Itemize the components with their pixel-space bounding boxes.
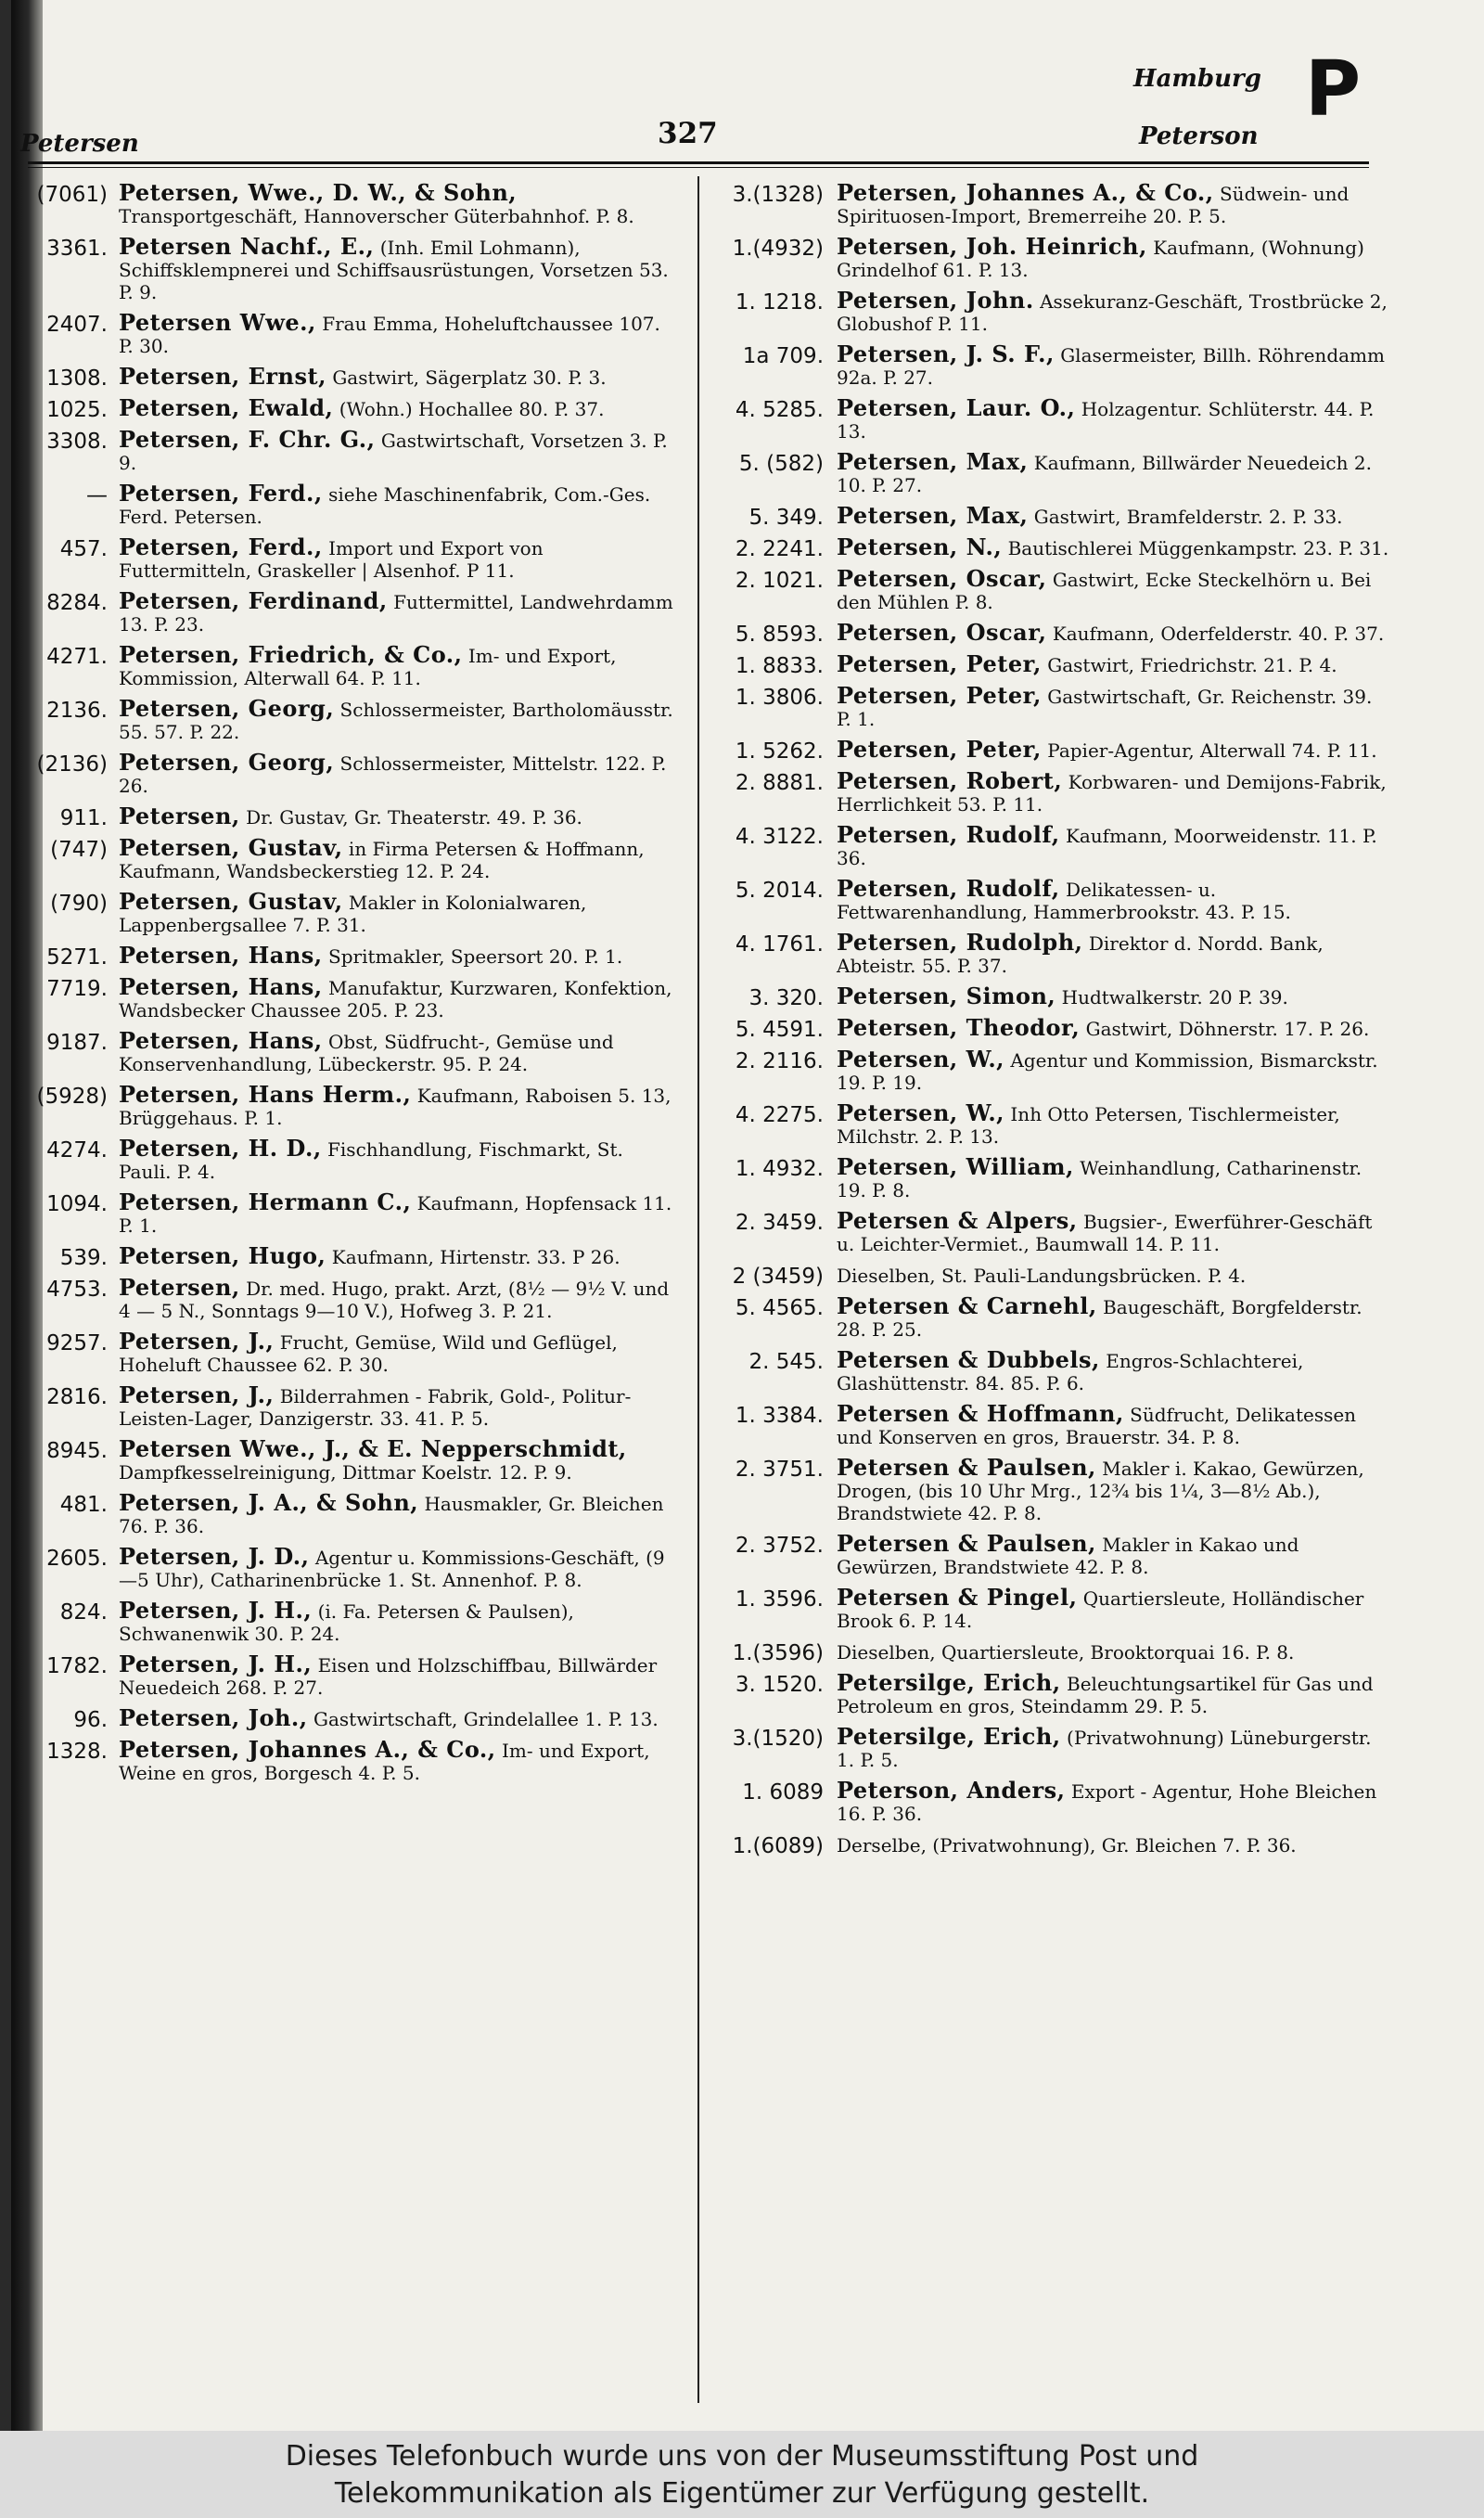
subscriber-details: Fischhandlung, Fischmarkt, St. Pauli. P. 4. (119, 1138, 623, 1183)
phone-number: 5. 2014. (735, 879, 824, 903)
subscriber-name: Petersen & Hoffmann, (837, 1400, 1124, 1427)
phone-number: 1782. (46, 1654, 108, 1678)
directory-entry (24, 587, 673, 636)
phone-number: 9257. (46, 1331, 108, 1355)
left-running-head: Petersen (20, 130, 139, 158)
phone-number: 2. 2241. (735, 537, 824, 561)
phone-number: 2. 1021. (735, 569, 824, 593)
directory-entry (705, 1669, 1391, 1717)
phone-number: 4. 2275. (735, 1103, 824, 1127)
subscriber-details: Kaufmann, (Wohnung) Grindelhof 61. P. 13. (837, 237, 1364, 281)
phone-number: 824. (59, 1600, 108, 1625)
footer-notice (0, 2431, 1484, 2518)
directory-entry (24, 482, 673, 528)
subscriber-details: Baugeschäft, Borgfelderstr. 28. P. 25. (837, 1296, 1362, 1341)
subscriber-details: Dr. Gustav, Gr. Theaterstr. 49. P. 36. (246, 806, 582, 829)
subscriber-details: Bilderrahmen - Fabrik, Gold-, Politur- Leisten-Lager, Danzigerstr. 33. 41. P. 5. (119, 1385, 632, 1430)
subscriber-details: Delikatessen- u. Fettwarenhandlung, Hammerbrookstr. 43. P. 15. (837, 879, 1291, 923)
subscriber-name: Petersen, Simon, (837, 983, 1056, 1009)
subscriber-details: Kaufmann, Raboisen 5. 13, Brüggehaus. P. 1. (119, 1085, 672, 1129)
subscriber-details: Gastwirtschaft, Vorsetzen 3. P. 9. (119, 430, 668, 474)
subscriber-details: Makler i. Kakao, Gewürzen, Drogen, (bis 10 Uhr Mrg., 12¾ bis 1¼, 3—8½ Ab.), Brandstwiete 42. P. 8. (837, 1458, 1364, 1524)
subscriber-name: Petersilge, Erich, (837, 1669, 1061, 1696)
subscriber-details: Bugsier-, Ewerführer-Geschäft u. Leichter-Vermiet., Baumwall 14. P. 11. (837, 1211, 1373, 1255)
subscriber-name: Petersen, Gustav, (119, 888, 343, 915)
directory-entry (705, 1048, 1391, 1094)
directory-entry (705, 1014, 1391, 1042)
subscriber-details: Transportgeschäft, Hannoverscher Güterbahnhof. P. 8. (119, 205, 634, 227)
directory-entry (24, 695, 673, 743)
directory-entry (24, 363, 673, 391)
subscriber-name: Petersen, Peter, (837, 650, 1042, 677)
subscriber-name: Petersen, Hans, (119, 1027, 323, 1054)
phone-number: 1. 1218. (735, 290, 824, 315)
phone-number: 8284. (46, 591, 108, 615)
subscriber-name: Petersen, W., (837, 1099, 1005, 1126)
subscriber-details: Gastwirtschaft, Grindelallee 1. P. 13. (313, 1708, 659, 1730)
phone-number: 539. (59, 1246, 108, 1270)
directory-entry (24, 834, 673, 882)
subscriber-name: Petersen, Rudolf, (837, 821, 1060, 848)
directory-entry (705, 340, 1391, 389)
directory-entry (24, 1027, 673, 1075)
subscriber-details: Gastwirt, Friedrichstr. 21. P. 4. (1047, 654, 1337, 676)
subscriber-name: Petersen Wwe., (119, 309, 316, 336)
subscriber-name: Petersen, Oscar, (837, 619, 1047, 646)
directory-entry (705, 1833, 1391, 1856)
subscriber-name: Petersen, J. H., (119, 1597, 313, 1624)
phone-number: 96. (73, 1708, 108, 1732)
subscriber-name: Petersen, Johannes A., & Co., (837, 179, 1214, 206)
subscriber-name: Petersen & Carnehl, (837, 1292, 1097, 1319)
directory-entry (705, 985, 1391, 1008)
directory-entry (24, 1736, 673, 1784)
subscriber-name: Petersen, Ewald, (119, 394, 334, 421)
phone-number: 5. 8593. (735, 623, 824, 647)
directory-entry (24, 1543, 673, 1591)
subscriber-name: Petersen, Ernst, (119, 363, 326, 390)
phone-number: 4274. (46, 1138, 108, 1163)
subscriber-details: Agentur und Kommission, Bismarckstr. 19. P. 19. (837, 1049, 1378, 1094)
directory-entry (24, 944, 673, 968)
directory-entry (24, 233, 673, 303)
directory-entry (24, 1653, 673, 1699)
directory-entry (705, 1153, 1391, 1201)
directory-entry (705, 875, 1391, 923)
subscriber-details: Spritmakler, Speersort 20. P. 1. (328, 945, 623, 968)
subscriber-details: Engros-Schlachterei, Glashüttenstr. 84. 85. P. 6. (837, 1350, 1304, 1394)
subscriber-name: Petersen, Rudolf, (837, 875, 1060, 902)
phone-number: 5. 4591. (735, 1018, 824, 1042)
phone-number: 1.(6089) (732, 1834, 824, 1858)
subscriber-name: Petersen, N., (837, 533, 1003, 560)
directory-entry (705, 394, 1391, 443)
subscriber-name: Petersen, F. Chr. G., (119, 426, 376, 453)
subscriber-details: Korbwaren- und Demijons-Fabrik, Herrlichkeit 53. P. 11. (837, 771, 1387, 816)
subscriber-details: Kaufmann, Oderfelderstr. 40. P. 37. (1052, 623, 1385, 645)
subscriber-details: Hudtwalkerstr. 20 P. 39. (1061, 986, 1288, 1008)
directory-entry (705, 533, 1391, 561)
subscriber-details: Dieselben, St. Pauli-Landungsbrücken. P. 4. (837, 1265, 1247, 1287)
directory-entry (705, 565, 1391, 613)
directory-entry (705, 1530, 1391, 1578)
subscriber-name: Petersen, J. S. F., (837, 340, 1055, 367)
subscriber-name: Petersen, Laur. O., (837, 394, 1076, 421)
subscriber-name: Petersen & Alpers, (837, 1207, 1078, 1234)
phone-number: 1094. (46, 1192, 108, 1216)
phone-number: 1. 4932. (735, 1157, 824, 1181)
subscriber-details: Makler in Kolonialwaren, Lappenbergsallee 7. P. 31. (119, 892, 587, 936)
phone-number: 1a 709. (742, 344, 824, 368)
subscriber-details: Dieselben, Quartiersleute, Brooktorquai 16. P. 8. (837, 1641, 1295, 1664)
phone-number: 5271. (46, 945, 108, 970)
subscriber-details: Kaufmann, Hirtenstr. 33. P 26. (331, 1246, 620, 1268)
city-heading: Hamburg (1133, 65, 1261, 93)
phone-number: 3. 1520. (735, 1673, 824, 1697)
directory-entry (705, 233, 1391, 281)
left-column (24, 179, 673, 1792)
directory-entry (24, 749, 673, 797)
footer-line-2: Telekommunikation als Eigentümer zur Verfügung gestellt. (334, 2477, 1150, 2510)
subscriber-name: Petersen, Robert, (837, 767, 1063, 794)
directory-entry (24, 426, 673, 474)
directory-entry (24, 1188, 673, 1237)
subscriber-name: Petersen, William, (837, 1153, 1074, 1180)
subscriber-name: Petersen, Joh., (119, 1704, 308, 1731)
subscriber-details: Dr. med. Hugo, prakt. Arzt, (8½ — 9½ V. und 4 — 5 N., Sonntags 9—10 V.), Hofweg 3. P. 21. (119, 1278, 670, 1322)
phone-number: 4. 3122. (735, 825, 824, 849)
directory-entry (705, 1346, 1391, 1394)
subscriber-details: Agentur u. Kommissions-Geschäft, (9—5 Uhr), Catharinenbrücke 1. St. Annenhof. P. 8. (119, 1547, 665, 1591)
subscriber-name: Petersen, Friedrich, & Co., (119, 641, 463, 668)
subscriber-details: Makler in Kakao und Gewürzen, Brandstwiete 42. P. 8. (837, 1534, 1299, 1578)
subscriber-details: Kaufmann, Hopfensack 11. P. 1. (119, 1192, 672, 1237)
directory-entry (705, 289, 1391, 335)
directory-entry (705, 1584, 1391, 1632)
subscriber-details: Kaufmann, Moorweidenstr. 11. P. 36. (837, 825, 1377, 869)
directory-entry (24, 309, 673, 357)
subscriber-details: (Privatwohnung) Lüneburgerstr. 1. P. 5. (837, 1727, 1372, 1771)
directory-entry (24, 973, 673, 1021)
page-number: 327 (658, 117, 718, 150)
subscriber-name: Petersen, W., (837, 1046, 1005, 1073)
subscriber-details: Manufaktur, Kurzwaren, Konfektion, Wandsbecker Chaussee 205. P. 23. (119, 977, 672, 1021)
directory-entry (705, 179, 1391, 227)
phone-number: 5. (582) (738, 452, 824, 476)
subscriber-details: Quartiersleute, Holländischer Brook 6. P. 14. (837, 1587, 1364, 1632)
phone-number: 7719. (46, 977, 108, 1001)
directory-entry (24, 179, 673, 227)
directory-entry (24, 1704, 673, 1732)
subscriber-details: Export - Agentur, Hohe Bleichen 16. P. 36. (837, 1780, 1377, 1825)
directory-entry (705, 619, 1391, 647)
column-divider (697, 176, 699, 2403)
directory-entry (705, 1454, 1391, 1524)
phone-number: 5. 4565. (735, 1296, 824, 1320)
subscriber-name: Petersen Nachf., E., (119, 233, 375, 260)
directory-entry (705, 1723, 1391, 1771)
subscriber-name: Petersen, J., (119, 1328, 275, 1355)
phone-number: 481. (59, 1493, 108, 1517)
subscriber-name: Petersen & Dubbels, (837, 1346, 1100, 1373)
directory-entry (705, 1640, 1391, 1664)
phone-number: 2. 8881. (735, 771, 824, 795)
directory-entry (24, 1330, 673, 1376)
subscriber-details: Gastwirtschaft, Gr. Reichenstr. 39. P. 1. (837, 686, 1373, 730)
subscriber-details: Frucht, Gemüse, Wild und Geflügel, Hoheluft Chaussee 62. P. 30. (119, 1331, 618, 1376)
directory-entry (705, 1099, 1391, 1148)
phone-number: 2. 3752. (735, 1534, 824, 1558)
subscriber-name: Petersilge, Erich, (837, 1723, 1061, 1750)
directory-entry (24, 1242, 673, 1270)
subscriber-details: Hausmakler, Gr. Bleichen 76. P. 36. (119, 1493, 664, 1537)
subscriber-name: Petersen, J. D., (119, 1543, 310, 1570)
phone-number: 1. 3596. (735, 1587, 824, 1612)
phone-number: (5928) (36, 1085, 108, 1109)
subscriber-details: Derselbe, (Privatwohnung), Gr. Bleichen 7. P. 36. (837, 1834, 1297, 1856)
subscriber-name: Petersen, Hugo, (119, 1242, 326, 1269)
subscriber-details: (Inh. Emil Lohmann), Schiffsklempnerei und Schiffsausrüstungen, Vorsetzen 53. P. 9. (119, 237, 669, 303)
phone-number: 4. 1761. (735, 932, 824, 957)
subscriber-name: Petersen Wwe., J., & E. Nepperschmidt, (119, 1435, 627, 1462)
directory-entry (705, 1779, 1391, 1825)
subscriber-details: Schlossermeister, Mittelstr. 122. P. 26. (119, 752, 667, 797)
directory-entry (705, 1292, 1391, 1341)
phone-number: 1. 8833. (735, 654, 824, 678)
phone-number: 1308. (46, 366, 108, 391)
directory-entry (24, 888, 673, 936)
subscriber-name: Petersen, Ferd., (119, 480, 323, 507)
phone-number: 2. 545. (748, 1350, 824, 1374)
phone-number: 3308. (46, 430, 108, 454)
subscriber-details: Gastwirt, Ecke Steckelhörn u. Bei den Mühlen P. 8. (837, 569, 1372, 613)
phone-number: 9187. (46, 1031, 108, 1055)
subscriber-details: siehe Maschinenfabrik, Com.-Ges. Ferd. Petersen. (119, 483, 651, 528)
subscriber-details: Bautischlerei Müggenkampstr. 23. P. 31. (1007, 537, 1389, 559)
subscriber-name: Petersen, Theodor, (837, 1014, 1081, 1041)
subscriber-details: Papier-Agentur, Alterwall 74. P. 11. (1047, 739, 1377, 762)
directory-entry (705, 502, 1391, 530)
directory-entry (24, 641, 673, 689)
subscriber-details: Inh Otto Petersen, Tischlermeister, Milchstr. 2. P. 13. (837, 1103, 1340, 1148)
subscriber-name: Petersen, Rudolph, (837, 929, 1083, 956)
subscriber-details: in Firma Petersen & Hoffmann, Kaufmann, Wandsbeckerstieg 12. P. 24. (119, 838, 645, 882)
subscriber-name: Petersen, Ferdinand, (119, 587, 388, 614)
phone-number: — (86, 483, 108, 507)
subscriber-name: Petersen, Peter, (837, 682, 1042, 709)
subscriber-details: Kaufmann, Billwärder Neuedeich 2. 10. P. 27. (837, 452, 1372, 496)
subscriber-name: Petersen, Georg, (119, 695, 335, 722)
subscriber-details: (Wohn.) Hochallee 80. P. 37. (339, 398, 605, 420)
subscriber-name: Petersen, Max, (837, 502, 1029, 529)
header-rule (28, 161, 1369, 168)
subscriber-details: Direktor d. Nordd. Bank, Abteistr. 55. P. 37. (837, 932, 1324, 977)
directory-entry (705, 931, 1391, 977)
phone-number: 457. (59, 537, 108, 561)
directory-entry (24, 1435, 673, 1484)
subscriber-details: Import und Export von Futtermitteln, Graskeller | Alsenhof. P 11. (119, 537, 544, 582)
phone-number: (7061) (36, 183, 108, 207)
subscriber-name: Petersen, Ferd., (119, 533, 323, 560)
subscriber-name: Petersen, Joh. Heinrich, (837, 233, 1147, 260)
subscriber-details: Im- und Export, Weine en gros, Borgesch 4. P. 5. (119, 1740, 650, 1784)
subscriber-name: Peterson, Anders, (837, 1777, 1066, 1804)
phone-number: 3.(1520) (732, 1727, 824, 1751)
phone-number: 4753. (46, 1278, 108, 1302)
phone-number: 2407. (46, 313, 108, 337)
phone-number: 1. 3806. (735, 686, 824, 710)
subscriber-name: Petersen, Johannes A., & Co., (119, 1736, 496, 1763)
phone-number: 4271. (46, 645, 108, 669)
subscriber-details: Obst, Südfrucht-, Gemüse und Konservenhandlung, Lübeckerstr. 95. P. 24. (119, 1031, 614, 1075)
directory-entry (705, 821, 1391, 869)
subscriber-name: Petersen, Hans, (119, 942, 323, 969)
subscriber-details: Holzagentur. Schlüterstr. 44. P. 13. (837, 398, 1375, 443)
phone-number: 1. 3384. (735, 1404, 824, 1428)
directory-entry (705, 448, 1391, 496)
subscriber-name: Petersen & Pingel, (837, 1584, 1078, 1611)
directory-page (11, 0, 1484, 2431)
phone-number: (2136) (36, 752, 108, 777)
subscriber-name: Petersen, John. (837, 287, 1034, 314)
subscriber-name: Petersen, Oscar, (837, 565, 1047, 592)
subscriber-details: Südfrucht, Delikatessen und Konserven en gros, Brauerstr. 34. P. 8. (837, 1404, 1357, 1448)
phone-number: 5. 349. (748, 506, 824, 530)
phone-number: 2. 3459. (735, 1211, 824, 1235)
phone-number: 3.(1328) (732, 183, 824, 207)
phone-number: (747) (50, 838, 108, 862)
directory-entry (24, 533, 673, 582)
directory-entry (705, 1400, 1391, 1448)
subscriber-name: Petersen, H. D., (119, 1135, 322, 1162)
footer-line-1: Dieses Telefonbuch wurde uns von der Museumsstiftung Post und (285, 2440, 1199, 2473)
directory-entry (705, 767, 1391, 816)
subscriber-details: Gastwirt, Bramfelderstr. 2. P. 33. (1033, 506, 1343, 528)
directory-entry (24, 1081, 673, 1129)
phone-number: 3361. (46, 237, 108, 261)
directory-entry (24, 1381, 673, 1430)
section-letter: P (1305, 45, 1362, 134)
subscriber-name: Petersen, J., (119, 1381, 275, 1408)
subscriber-name: Petersen, (119, 1274, 240, 1301)
phone-number: 911. (59, 806, 108, 830)
directory-entry (705, 736, 1391, 764)
subscriber-details: Assekuranz-Geschäft, Trostbrücke 2, Globushof P. 11. (837, 290, 1388, 335)
subscriber-name: Petersen, Gustav, (119, 834, 343, 861)
subscriber-name: Petersen, Wwe., D. W., & Sohn, (119, 179, 518, 206)
directory-entry (705, 1264, 1391, 1287)
subscriber-details: Gastwirt, Döhnerstr. 17. P. 26. (1085, 1018, 1370, 1040)
subscriber-details: Südwein- und Spirituosen-Import, Bremerreihe 20. P. 5. (837, 183, 1350, 227)
phone-number: 2605. (46, 1547, 108, 1571)
phone-number: 1.(4932) (732, 237, 824, 261)
directory-entry (24, 1137, 673, 1183)
subscriber-name: Petersen, Georg, (119, 749, 335, 776)
subscriber-name: Petersen & Paulsen, (837, 1454, 1096, 1481)
phone-number: 1. 5262. (735, 739, 824, 764)
directory-entry (24, 1599, 673, 1645)
right-running-head: Peterson (1139, 122, 1259, 150)
phone-number: 3. 320. (748, 986, 824, 1010)
subscriber-name: Petersen, Hans, (119, 973, 323, 1000)
phone-number: 2. 2116. (735, 1049, 824, 1073)
subscriber-details: Dampfkesselreinigung, Dittmar Koelstr. 12. P. 9. (119, 1461, 572, 1484)
phone-number: 1025. (46, 398, 108, 422)
phone-number: 2 (3459) (732, 1265, 824, 1289)
subscriber-name: Petersen, J. H., (119, 1651, 313, 1677)
subscriber-details: Eisen und Holzschiffbau, Billwärder Neuedeich 268. P. 27. (119, 1654, 658, 1699)
directory-entry (705, 682, 1391, 730)
subscriber-name: Petersen, Peter, (837, 736, 1042, 763)
phone-number: 1. 6089 (742, 1780, 824, 1805)
directory-entry (705, 1207, 1391, 1255)
phone-number: 1.(3596) (732, 1641, 824, 1665)
directory-entry (24, 394, 673, 422)
directory-entry (705, 650, 1391, 678)
directory-entry (24, 1489, 673, 1537)
directory-entry (24, 1274, 673, 1322)
phone-number: 1328. (46, 1740, 108, 1764)
right-column (705, 179, 1391, 1865)
subscriber-details: Im- und Export, Kommission, Alterwall 64. P. 11. (119, 645, 617, 689)
subscriber-details: Schlossermeister, Bartholomäusstr. 55. 57. P. 22. (119, 699, 673, 743)
phone-number: 4. 5285. (735, 398, 824, 422)
phone-number: 8945. (46, 1439, 108, 1463)
subscriber-details: Weinhandlung, Catharinenstr. 19. P. 8. (837, 1157, 1362, 1201)
phone-number: 2. 3751. (735, 1458, 824, 1482)
subscriber-details: Beleuchtungsartikel für Gas und Petroleum en gros, Steindamm 29. P. 5. (837, 1673, 1374, 1717)
subscriber-details: Frau Emma, Hoheluftchaussee 107. P. 30. (119, 313, 660, 357)
subscriber-details: Futtermittel, Landwehrdamm 13. P. 23. (119, 591, 673, 636)
subscriber-name: Petersen, J. A., & Sohn, (119, 1489, 419, 1516)
subscriber-details: Glasermeister, Billh. Röhrendamm 92a. P. 27. (837, 344, 1385, 389)
subscriber-name: Petersen, Hermann C., (119, 1188, 412, 1215)
phone-number: (790) (50, 892, 108, 916)
subscriber-name: Petersen, Hans Herm., (119, 1081, 412, 1108)
subscriber-name: Petersen, (119, 803, 240, 829)
subscriber-name: Petersen, Max, (837, 448, 1029, 475)
subscriber-name: Petersen & Paulsen, (837, 1530, 1096, 1557)
phone-number: 2816. (46, 1385, 108, 1409)
directory-entry (24, 805, 673, 829)
phone-number: 2136. (46, 699, 108, 723)
subscriber-details: Gastwirt, Sägerplatz 30. P. 3. (332, 366, 607, 389)
subscriber-details: (i. Fa. Petersen & Paulsen), Schwanenwik 30. P. 24. (119, 1600, 574, 1645)
